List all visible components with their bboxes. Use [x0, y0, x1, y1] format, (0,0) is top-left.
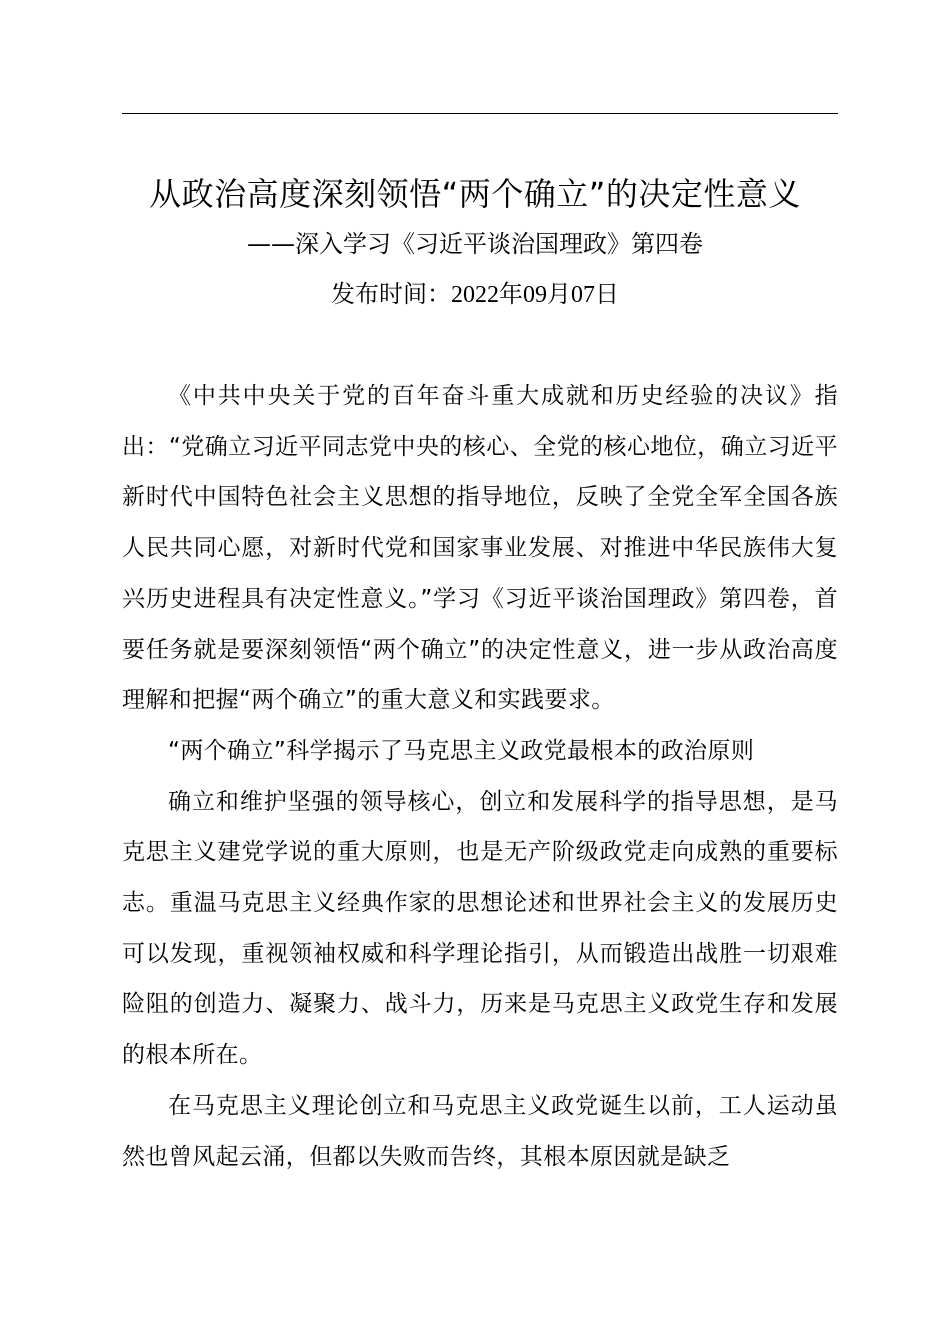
article-body	[122, 371, 838, 1182]
publish-date-day-unit: 日	[595, 280, 619, 308]
body-paragraph: 《中共中央关于党的百年奋斗重大成就和历史经验的决议》指出：“党确立习近平同志党中央的核心、全党的核心地位，确立习近平新时代中国特色社会主义思想的指导地位，反映了全党全军全国各族人民共同心愿，对新时代党和国家事业发展、对推进中华民族伟大复兴历史进程具有决定性意义。”学习《习近平谈治国理政》第四卷，首要任务就是要深刻领悟“两个确立”的决定性意义，进一步从政治高度理解和把握“两个确立”的重大意义和实践要求。	[122, 383, 838, 714]
publish-date-year-unit: 年	[499, 280, 523, 308]
document-title: 从政治高度深刻领悟“两个确立”的决定性意义	[149, 175, 801, 213]
section-heading: “两个确立”科学揭示了马克思主义政党最根本的政治原则	[168, 737, 755, 764]
publish-date-label: 发布时间：	[331, 280, 451, 308]
publish-date-month: 09	[523, 282, 547, 308]
body-paragraph: 确立和维护坚强的领导核心，创立和发展科学的指导思想，是马克思主义建党学说的重大原则，也是无产阶级政党走向成熟的重要标志。重温马克思主义经典作家的思想论述和世界社会主义的发展历史可以发现，重视领袖权威和科学理论指引，从而锻造出战胜一切艰难险阻的创造力、凝聚力、战斗力，历来是马克思主义政党生存和发展的根本所在。	[122, 788, 838, 1069]
publish-date-month-unit: 月	[547, 280, 571, 308]
publish-date-year: 2022	[451, 282, 499, 308]
body-paragraph: 在马克思主义理论创立和马克思主义政党诞生以前，工人运动虽然也曾风起云涌，但都以失败而告终，其根本原因就是缺乏	[122, 1092, 838, 1170]
header-rule	[122, 113, 838, 114]
publish-date-day: 07	[571, 282, 595, 308]
publish-date	[60, 277, 890, 312]
document-subtitle: ——深入学习《习近平谈治国理政》第四卷	[247, 230, 703, 258]
